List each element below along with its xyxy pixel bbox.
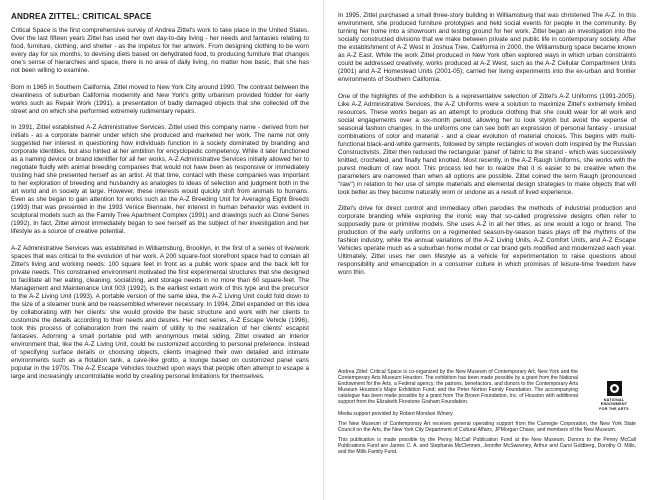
a-z-east-west-paragraph: In 1995, Zittel purchased a small three-story building in Williamsburg that was christened The A-Z. In this environment, she produced furniture prototypes and held social events for people in the community. By turning her home into a showroom and testing ground for her work, Zittel began an investigation into the socially constructed divisions that we make between private and public life in contemporary society. After the establishment of A-Z West in Joshua Tree, California in 2000, the Williamsburg space became known as A-Z East. While the work Zittel produced in New York often explored ways in which urban constraints could be addressed creatively, works produced at A-Z West, such as the A-Z Cellular Compartment Units (2001) and A-Z Homestead Units (2001-05), carried her living experiments into the ex-urban and frontier environments of Southern California.	[338, 12, 636, 83]
credits-organizers: Andrea Zittel: Critical Space is co-organized by the New Museum of Contemporary Art, New York and the Contemporary Arts Museum Houston. The exhibition has been made possible by a grant from the National Endowment for the Arts, a Federal agency; the patrons, benefactors, and donors to the Contemporary Arts Museum Houston's Major Exhibition Fund; and the Peter Norton Family Foundation. The accompanying catalogue has been made possible by a grant from The Brown Foundation, Inc. of Houston with additional support from the Elizabeth Firestone Graham Foundation.	[338, 369, 578, 406]
nea-line-3: FOR THE ARTS	[599, 406, 629, 411]
branding-paragraph: Zittel's drive for direct control and immediacy often parodies the methods of industrial production and corporate branding while exploring the ironic way that so-called progressive designs often refer to supposedly pure or primitive models. She uses A-Z in all her titles, as one would a logo or brand. The production of the early uniforms on a regimented season-by-season basis plays off the rhythms of the fashion industry, while the annual variations of the A-Z Living Units, A-Z Comfort Units, and A-Z Escape Vehicles operate much as a suburban home model or car brand gets modified and modernized each year. Ultimately, Zittel uses her own lifestyle as a vehicle for experimentation to raise questions about responsibility and emancipation in a consumer culture in which promises of leisure-time freedom have worn thin.	[338, 205, 636, 276]
column-gutter	[323, 0, 324, 500]
nea-logo	[592, 381, 636, 411]
credits-block	[338, 369, 636, 459]
intro-paragraph: Critical Space is the first comprehensive survey of Andrea Zittel's work to take place in the United States. Over the last fifteen years Zittel has used her own day-to-day living - her needs and fantasies relating to food, furniture, clothing, and shelter - as the impetus for her artwork. From designing clothing to be worn every day for six months, to devising diets based on dehydrated food, to producing furniture that changes one's sense of hierarchies and space, there is no area of daily living, no matter how basic, that she has not been willing to examine.	[11, 27, 309, 74]
administrative-services-paragraph: In 1991, Zittel established A-Z Administrative Services. Zittel used this company name - derived from her initials - as a corporate banner under which she produced and marketed her work. The name not only suggested her interest in questioning how individuals function in a society dominated by branding and corporate identities, but also hinted at her ambition for encyclopedic competency. While it later functioned as a naming device or brand identifier for all her works, A-Z Administrative Services initially allowed her to negotiate fluidly with animal breeding companies that would not have been as responsive or immediately trusting had she presented herself as an artist. At that time, contact with these companies was important to her exploration of breeding and husbandry as analogies to ideas of selection and judgment both in the art world and in society at large. However, these interests would quickly shift from animals to humans. Even as she began to gain attention for works such as the A-Z Breeding Unit for Averaging Eight Breeds (1993) that was presented in the 1993 Venice Biennale, her interest in human behavior was evident in sculptural models such as the Family Tree Apartment Complex (1991) and drawings such as Clone Series (1992). In fact, Zittel almost immediately began to see herself as the subject of her investigation and her lifestyle as a source of creative potential.	[11, 124, 309, 235]
williamsburg-paragraph: A-Z Administrative Services was established in Williamsburg, Brooklyn, in the first of a series of live/work spaces that was critical to the evolution of her work. A 200 square-foot storefront space had to contain all Zittel's living and working needs: 100 square feet in front as a public work space and the back left for private needs. This constrained environment motivated the first experimental structures that she designed to facilitate all her eating, cleaning, socializing, and storage needs in no more than 60 square-feet. The Management and Maintenance Unit 003 (1992), is the earliest extant work of this type and the precursor to the A-Z Living Unit (1993). A portable version of the same idea, the A-Z Living Unit could fold down to the size of a steamer trunk and be reassembled wherever necessary. In 1994, Zittel expanded on this idea by collaborating with her clients: she would provide the basic structure and work with her clients to customize the details according to their needs and desires. Her next series, A-Z Escape Vehicle (1996), took this process of collaboration from the realm of utility to the realization of her clients' escapist fantasies. Adorning a small portable pod with anonymous metal siding, Zittel created an interior environment that, like the A-Z Living Unit, could be customized according to personal preference. Instead of specifying surface details or choosing objects, clients imagined their own detailed and intimate environments such as a flotation tank, a cave-like grotto, a lounge based on customized panel vans popular in the 1970s. The A-Z Escape Vehicles touched upon ways that people often attempt to escape a large and increasingly uncontrollable world by creating personal limitations for themselves.	[11, 244, 309, 380]
biography-paragraph: Born in 1965 in Southern California, Zittel moved to New York City around 1990. The contrast between the cleanliness of suburban California modernity and New York's gritty urbanism provided fodder for early works such as Repair Work (1991), a presentation of badly damaged objects that she collected off the street and on which she performed extremely rudimentary repairs.	[11, 83, 309, 115]
nea-line-2: ENDOWMENT	[600, 402, 628, 407]
nea-emblem-icon	[607, 381, 622, 396]
credits-media: Media support provided by Robert Mondavi Winery.	[338, 410, 454, 417]
document-title: ANDREA ZITTEL: CRITICAL SPACE	[11, 12, 152, 21]
credits-operating-support: The New Museum of Contemporary Art receives general operating support from the Carnegie Corporation, the New York State Council on the Arts, the New York City Department of Cultural Affairs, JPMorgan Chase, and members of the New Museum.	[338, 420, 636, 434]
credits-publication: This publication is made possible by the Penny McCall Publication Fund at the New Museum. Donors to the Penny McCall Publications Fund are James C. A. and Stephania McClennen, Jennifer McSweeney, Arthur and Carol Goldberg, Dorothy O. Mills, and the Mills Family Fund.	[338, 437, 636, 456]
uniforms-paragraph: One of the highlights of the exhibition is a representative selection of Zittel's A-Z Uniforms (1991-2005). Like A-Z Administrative Services, the A-Z Uniforms were a solution to maximize Zittel's extremely limited resources. These works began as an attempt to produce clothing that she could wear for all work and social engagements over a six-month period, allowing her to look stylish but avoid the expense of seasonal fashion changes. In the uniforms one can see both an expression of personal fantasy - unusual combinations of color and material - and a clear evolution of material choices. This begins with multi-functional black-and-white garments, followed by simple rectangles of woven cloth inspired by the Russian Constructivists. Zittel then reduced the rectangular 'panel' of fabric to the strand - which was successively knitted, crocheted, and finally hand knotted. Most recently, in the A-Z Raugh Uniforms, she works with the purest medium of raw wool. This process led her to realize that it is easier to be creative when the parameters are narrowed than when all options are possible. Zittel coined the term Raugh (pronounced "raw") in relation to her use of simple materials and elemental design strategies to make objects that will look better as they become naturally worn or undone as a result of lived experience.	[338, 92, 636, 196]
nea-line-1: NATIONAL	[603, 398, 625, 402]
left-column	[11, 12, 309, 389]
right-column	[338, 12, 636, 286]
